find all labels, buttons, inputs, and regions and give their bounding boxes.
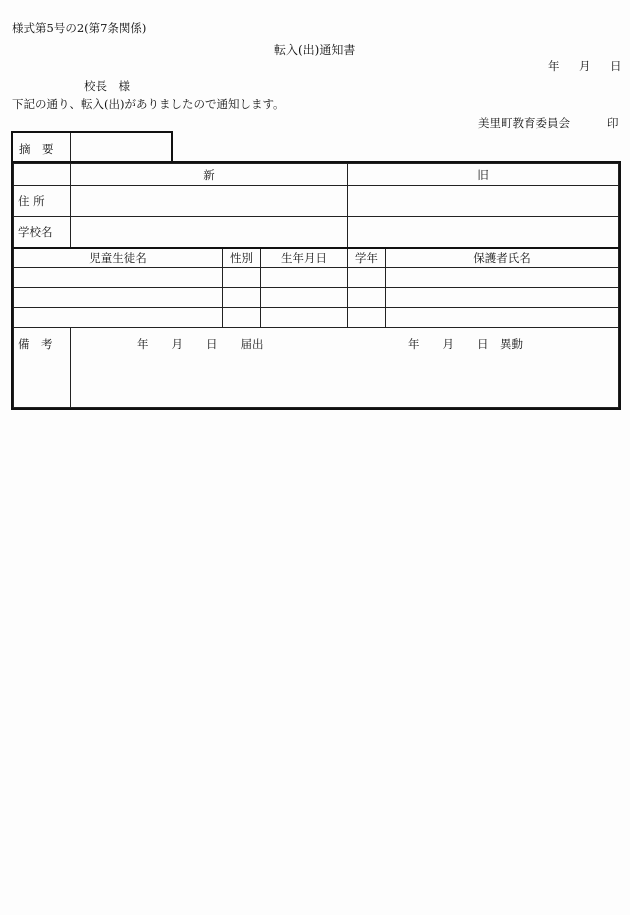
address-row xyxy=(14,186,619,217)
document-title: 転入(出)通知書 xyxy=(274,43,356,57)
summary-divider xyxy=(70,133,71,162)
birthdate-cell xyxy=(261,288,348,308)
transfer-table xyxy=(11,161,621,410)
issuer: 美里町教育委員会 xyxy=(478,116,570,130)
old-address-cell xyxy=(348,186,619,217)
summary-box xyxy=(11,131,173,164)
transfer-date: 年 月 日 異動 xyxy=(408,337,523,351)
school-row xyxy=(14,217,619,248)
new-header: 新 xyxy=(71,164,348,186)
corner-cell xyxy=(14,164,71,186)
grade-header: 学年 xyxy=(348,248,386,268)
addressee: 校長 様 xyxy=(84,79,130,93)
seal-mark: 印 xyxy=(607,116,619,130)
birthdate-header: 生年月日 xyxy=(261,248,348,268)
remarks-row xyxy=(14,328,619,408)
gender-cell xyxy=(223,288,261,308)
birthdate-cell xyxy=(261,268,348,288)
address-label: 住 所 xyxy=(14,186,71,217)
guardian-cell xyxy=(386,288,619,308)
guardian-header: 保護者氏名 xyxy=(386,248,619,268)
student-name-cell xyxy=(14,308,223,328)
gender-cell xyxy=(223,268,261,288)
summary-label: 摘 要 xyxy=(19,142,54,156)
new-school-cell xyxy=(71,217,348,248)
student-name-cell xyxy=(14,268,223,288)
gender-header: 性別 xyxy=(223,248,261,268)
table-row xyxy=(14,268,619,288)
old-school-cell xyxy=(348,217,619,248)
notification-date: 年 月 日 届出 xyxy=(137,337,264,351)
gender-cell xyxy=(223,308,261,328)
guardian-cell xyxy=(386,268,619,288)
grade-cell xyxy=(348,268,386,288)
table-row xyxy=(14,288,619,308)
school-label: 学校名 xyxy=(14,217,71,248)
old-header: 旧 xyxy=(348,164,619,186)
birthdate-cell xyxy=(261,308,348,328)
table-row xyxy=(14,308,619,328)
form-number: 様式第5号の2(第7条関係) xyxy=(12,21,147,35)
body-text: 下記の通り、転入(出)がありましたので通知します。 xyxy=(12,97,285,111)
remarks-cell xyxy=(71,328,619,408)
column-header-row xyxy=(14,248,619,268)
guardian-cell xyxy=(386,308,619,328)
new-address-cell xyxy=(71,186,348,217)
student-name-header: 児童生徒名 xyxy=(14,248,223,268)
remarks-label: 備 考 xyxy=(14,328,71,408)
grade-cell xyxy=(348,288,386,308)
date-line: 年 月 日 xyxy=(548,59,626,73)
student-name-cell xyxy=(14,288,223,308)
header-row xyxy=(14,164,619,186)
grade-cell xyxy=(348,308,386,328)
